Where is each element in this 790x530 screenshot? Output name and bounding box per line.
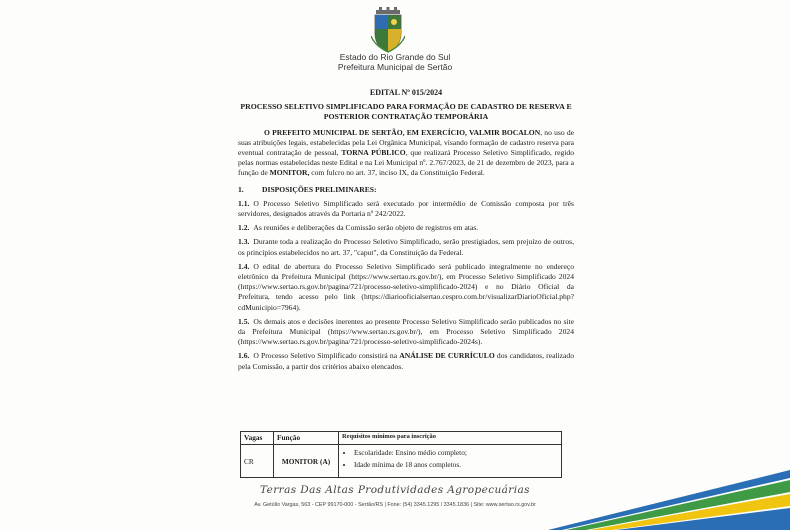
intro-text-1: , no uso de suas atribuições legais, estabelecidas pela Lei Orgânica Municipal, visando formação de cadastro reserva para eventual contratação de pessoal, xyxy=(238,127,574,158)
municipality-name: Prefeitura Municipal de Sertão xyxy=(337,62,453,72)
item-number: 1.4. xyxy=(238,261,250,271)
municipal-coat-of-arms-icon xyxy=(371,6,405,54)
intro-paragraph xyxy=(238,128,574,179)
cell-funcao: MONITOR (A) xyxy=(274,445,339,478)
intro-text-2: , que realizará Processo Seletivo Simplificado, regido pelas normas estabelecidas neste Edital e na Lei Municipal nº. 2.767/2023, de 21 de dezembro de 2023, para a função de xyxy=(238,148,574,178)
requirement-item: • Escolaridade: Ensino médio completo; xyxy=(354,448,558,457)
section-number: 1. xyxy=(238,184,244,194)
list-item xyxy=(238,237,574,257)
item-number: 1.1. xyxy=(238,198,250,208)
intro-bold-mid: TORNA PÚBLICO xyxy=(341,148,406,158)
table-header-row xyxy=(241,432,562,445)
item-number: 1.5. xyxy=(238,316,250,326)
state-name: Estado do Rio Grande do Sul xyxy=(339,52,451,62)
list-item xyxy=(238,199,574,219)
requirements-list xyxy=(342,448,558,469)
table-row xyxy=(241,445,562,478)
item-text-end: dos candidatos, realizado pela Comissão, a partir dos critérios abaixo elencados. xyxy=(238,351,574,371)
column-header-funcao: Função xyxy=(274,432,339,445)
intro-bold-func: MONITOR, xyxy=(269,168,310,178)
municipal-motto: Terras Das Altas Produtividades Agropecuárias xyxy=(260,484,530,496)
list-item xyxy=(238,223,574,233)
requirements-table xyxy=(240,431,562,478)
item-text: As reuniões e deliberações da Comissão serão objeto de registros em atas. xyxy=(253,223,479,233)
document-body xyxy=(238,88,574,372)
item-text: O edital de abertura do Processo Seletivo Simplificado será publicado integralmente no endereço eletrônico da Prefeitura Municipal (https://www.sertao.rs.gov.br/), em Processo Seletivo Simplificado 2024 (https://www.sertao.rs.gov.br/pagina/721/processo-seletivo-simplificado-2024) e no Diário Oficial da Prefeitura, tendo acesso pelo link (https://diariooficialsertao.cespro.com.br/visualizarDiarioOficial.php?cdMunicipio=7964). xyxy=(238,261,574,312)
requirement-item: • Idade mínima de 18 anos completos. xyxy=(354,460,558,469)
cell-requisitos xyxy=(339,445,562,478)
item-text: Os demais atos e decisões inerentes ao presente Processo Seletivo Simplificado serão publicados no site da Prefeitura Municipal (https://www.sertao.rs.gov.br/), em Processo Seletivo Simplificado 2024 (https://www.sertao.rs.gov.br/pagina/721/processo-seletivo-simplificado-2024s). xyxy=(238,316,574,347)
item-number: 1.6. xyxy=(238,351,250,361)
item-number: 1.3. xyxy=(238,237,250,247)
column-header-vagas: Vagas xyxy=(241,432,274,445)
section-title: DISPOSIÇÕES PRELIMINARES: xyxy=(262,184,377,194)
list-item xyxy=(238,317,574,348)
item-text: O Processo Seletivo Simplificado consistirá na xyxy=(253,351,400,361)
list-item xyxy=(238,262,574,313)
footer-address: Av. Getúlio Vargas, 563 - CEP 99170-000 - Sertão/RS | Fone: (54) 3345.1295 / 3345.1836 | Site: www.sertao.rs.gov.br xyxy=(254,502,536,508)
intro-text-3: com fulcro no art. 37, inciso IX, da Constituição Federal. xyxy=(309,168,485,178)
cell-vagas: CR xyxy=(241,445,274,478)
letterhead xyxy=(0,52,790,72)
item-number: 1.2. xyxy=(238,223,250,233)
item-bold: ANÁLISE DE CURRÍCULO xyxy=(399,351,495,361)
intro-bold-open: O PREFEITO MUNICIPAL DE SERTÃO, EM EXERCÍCIO, VALMIR BOCALON xyxy=(264,127,541,137)
edital-title: PROCESSO SELETIVO SIMPLIFICADO PARA FORMAÇÃO DE CADASTRO DE RESERVA E POSTERIOR CONTRATAÇÃO TEMPORÁRIA xyxy=(240,102,572,122)
column-header-requisitos: Requisitos mínimos para inscrição xyxy=(339,432,562,445)
section-heading xyxy=(238,185,574,195)
item-text: Durante toda a realização do Processo Seletivo Simplificado, serão prestigiados, sem prejuízo de outros, os princípios estabelecidos no art. 37, "caput", da Constituição da Federal. xyxy=(238,237,574,257)
item-text: O Processo Seletivo Simplificado será executado por intermédio de Comissão composta por três servidores, designados através da Portaria nº 242/2022. xyxy=(238,198,574,219)
list-item xyxy=(238,351,574,371)
edital-number: EDITAL Nº 015/2024 xyxy=(369,88,443,97)
